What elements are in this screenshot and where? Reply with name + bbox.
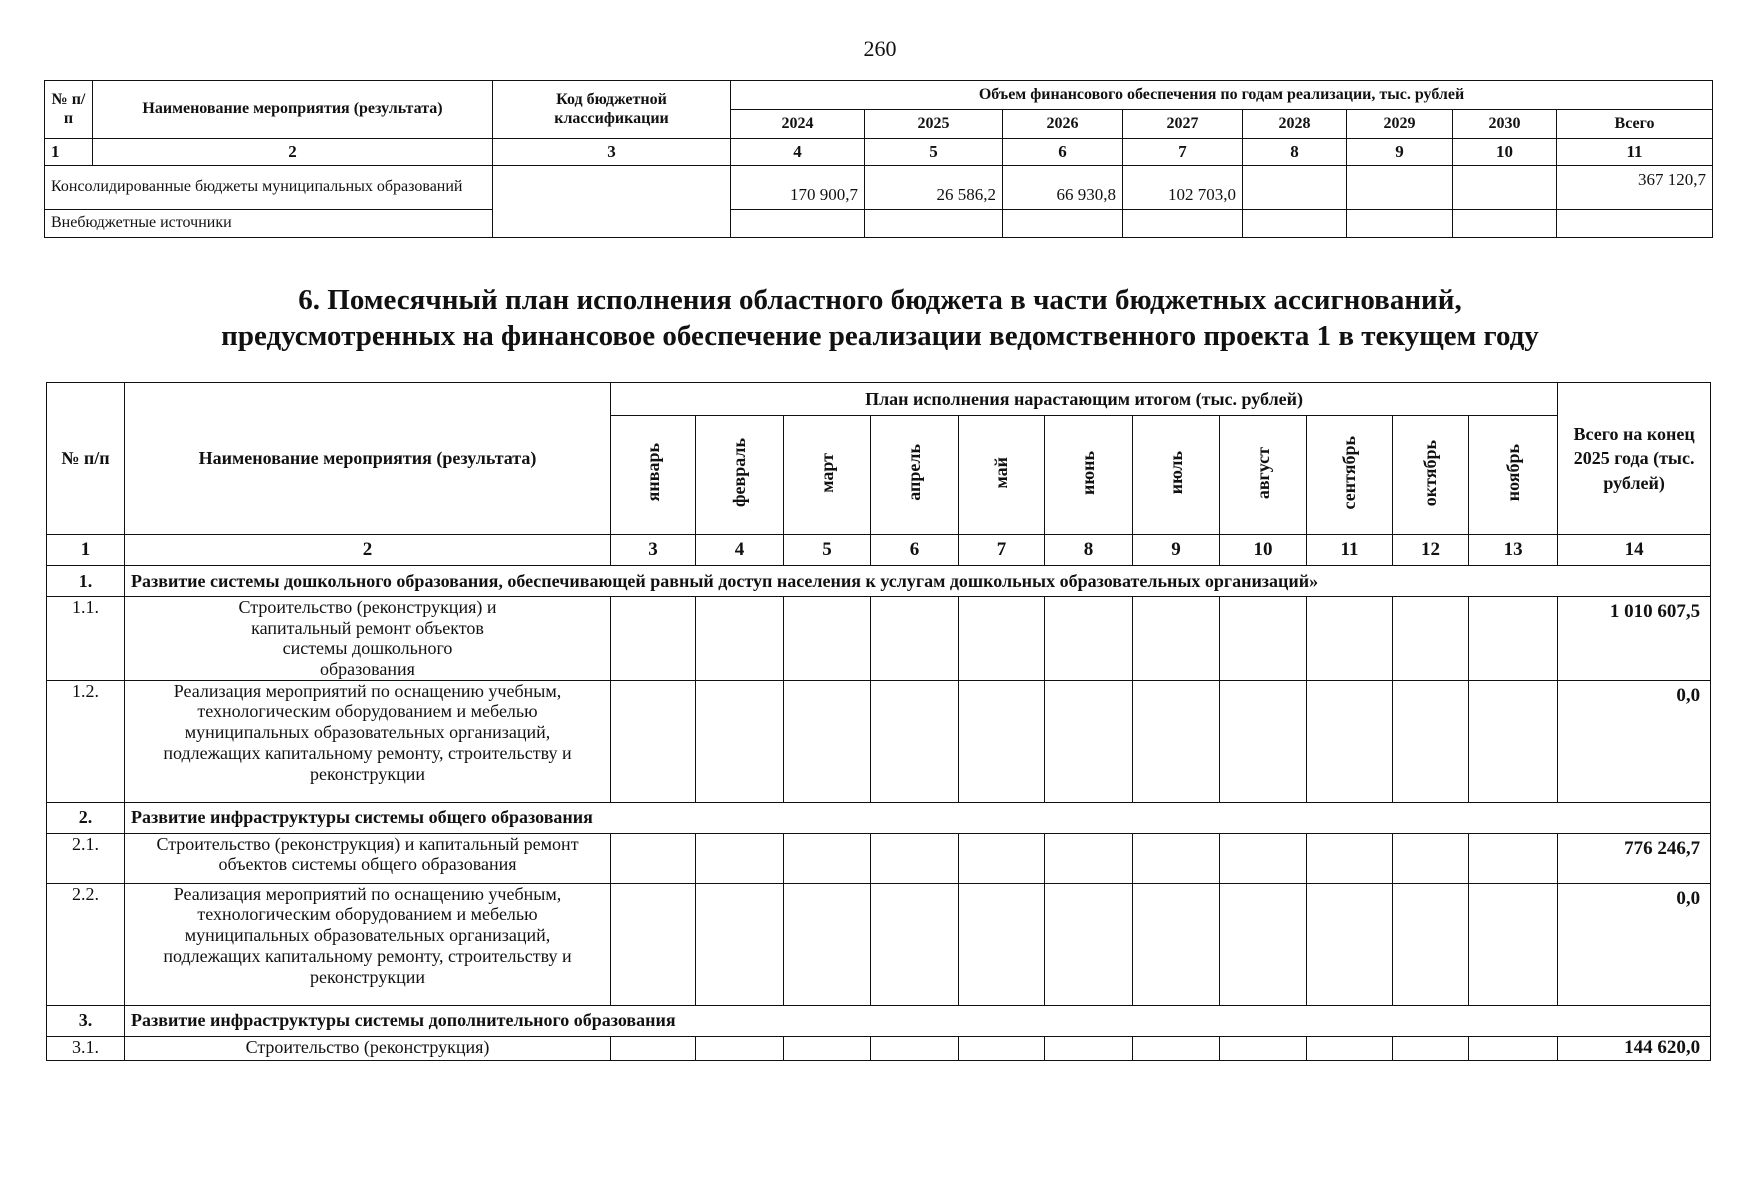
month-label: июль [1165, 451, 1186, 495]
month-header-january [611, 416, 696, 535]
month-cell [1393, 680, 1469, 802]
section-number: 2. [47, 802, 125, 833]
column-number: 3 [493, 139, 731, 166]
item-total: 144 620,0 [1558, 1036, 1711, 1060]
month-cell [1469, 680, 1558, 802]
month-cell [1307, 1036, 1393, 1060]
value-cell [731, 210, 865, 238]
page-number: 260 [863, 36, 897, 61]
column-number: 12 [1393, 535, 1469, 566]
column-number: 7 [1123, 139, 1243, 166]
month-header-july [1133, 416, 1220, 535]
section-row [47, 566, 1711, 597]
col-header-year: 2030 [1453, 110, 1557, 139]
item-name: Строительство (реконструкция) и капитальный ремонт объектов системы дошкольного образования [125, 597, 611, 681]
col-header-year: 2027 [1123, 110, 1243, 139]
budget-code-cell [493, 166, 731, 238]
col-header-plan: План исполнения нарастающим итогом (тыс. рублей) [611, 383, 1558, 416]
month-cell [959, 833, 1045, 883]
col-header-total: Всего на конец 2025 года (тыс. рублей) [1558, 383, 1711, 535]
table-row [47, 833, 1711, 883]
value-cell: 170 900,7 [731, 166, 865, 210]
month-cell [696, 680, 784, 802]
month-cell [1220, 1036, 1307, 1060]
month-header-october [1393, 416, 1469, 535]
value-cell [1243, 210, 1347, 238]
month-header-march [784, 416, 871, 535]
value-cell: 66 930,8 [1003, 166, 1123, 210]
item-total: 0,0 [1558, 680, 1711, 802]
column-number: 1 [47, 535, 125, 566]
col-header-name: Наименование мероприятия (результата) [125, 383, 611, 535]
value-cell [865, 210, 1003, 238]
table-row [47, 680, 1711, 802]
month-cell [1307, 680, 1393, 802]
col-header-year: 2026 [1003, 110, 1123, 139]
column-number: 6 [871, 535, 959, 566]
item-number: 3.1. [47, 1036, 125, 1060]
month-cell [611, 883, 696, 1005]
month-cell [871, 680, 959, 802]
month-cell [611, 597, 696, 681]
section-name: Развитие инфраструктуры системы дополнительного образования [125, 1005, 1711, 1036]
total-cell [1557, 210, 1713, 238]
month-cell [1393, 1036, 1469, 1060]
month-label: март [816, 452, 837, 493]
month-cell [871, 833, 959, 883]
month-cell [611, 680, 696, 802]
month-cell [1307, 833, 1393, 883]
month-cell [1133, 597, 1220, 681]
month-cell [1220, 883, 1307, 1005]
column-number: 14 [1558, 535, 1711, 566]
item-name: Реализация мероприятий по оснащению учебным, технологическим оборудованием и мебелью муниципальных образовательных организаций, подлежащих капитальному ремонту, строительству и реконструкции [125, 680, 611, 802]
month-cell [1393, 883, 1469, 1005]
month-cell [1045, 680, 1133, 802]
section-title [0, 282, 1760, 354]
month-cell [784, 1036, 871, 1060]
month-cell [871, 597, 959, 681]
month-header-august [1220, 416, 1307, 535]
funding-table [44, 80, 1713, 238]
month-cell [1469, 597, 1558, 681]
month-cell [1469, 833, 1558, 883]
month-cell [1393, 597, 1469, 681]
month-cell [959, 597, 1045, 681]
month-cell [959, 680, 1045, 802]
month-cell [1307, 883, 1393, 1005]
month-cell [1045, 883, 1133, 1005]
month-cell [1220, 597, 1307, 681]
col-header-year: 2029 [1347, 110, 1453, 139]
value-cell [1453, 210, 1557, 238]
column-number: 8 [1045, 535, 1133, 566]
column-number: 1 [45, 139, 93, 166]
column-number: 10 [1453, 139, 1557, 166]
month-cell [1133, 833, 1220, 883]
month-label: июнь [1078, 450, 1099, 495]
column-number: 8 [1243, 139, 1347, 166]
column-number: 9 [1347, 139, 1453, 166]
value-cell: 102 703,0 [1123, 166, 1243, 210]
total-cell: 367 120,7 [1557, 166, 1713, 210]
month-header-april [871, 416, 959, 535]
section-number: 3. [47, 1005, 125, 1036]
item-total: 776 246,7 [1558, 833, 1711, 883]
month-cell [1133, 883, 1220, 1005]
table-row [45, 166, 1713, 210]
item-name: Реализация мероприятий по оснащению учебным, технологическим оборудованием и мебелью муниципальных образовательных организаций, подлежащих капитальному ремонту, строительству и реконструкции [125, 883, 611, 1005]
month-cell [784, 597, 871, 681]
month-label: октябрь [1420, 439, 1441, 506]
month-header-may [959, 416, 1045, 535]
column-number: 5 [865, 139, 1003, 166]
month-cell [1307, 597, 1393, 681]
month-cell [1133, 680, 1220, 802]
section-row [47, 1005, 1711, 1036]
month-header-september [1307, 416, 1393, 535]
month-cell [959, 1036, 1045, 1060]
month-cell [696, 833, 784, 883]
column-number: 2 [125, 535, 611, 566]
value-cell [1347, 166, 1453, 210]
month-header-june [1045, 416, 1133, 535]
col-header-num: № п/п [47, 383, 125, 535]
value-cell [1453, 166, 1557, 210]
month-cell [1045, 1036, 1133, 1060]
column-number: 5 [784, 535, 871, 566]
column-number: 10 [1220, 535, 1307, 566]
value-cell [1123, 210, 1243, 238]
month-cell [696, 883, 784, 1005]
row-name: Консолидированные бюджеты муниципальных образований [45, 166, 493, 210]
month-cell [611, 833, 696, 883]
column-number-row [45, 139, 1713, 166]
column-number: 13 [1469, 535, 1558, 566]
column-number: 4 [731, 139, 865, 166]
col-header-volume: Объем финансового обеспечения по годам реализации, тыс. рублей [731, 81, 1713, 110]
item-number: 1.1. [47, 597, 125, 681]
month-cell [1393, 833, 1469, 883]
month-cell [1469, 883, 1558, 1005]
section-row [47, 802, 1711, 833]
month-cell [1133, 1036, 1220, 1060]
column-number-row [47, 535, 1711, 566]
col-header-year: 2024 [731, 110, 865, 139]
item-number: 2.1. [47, 833, 125, 883]
month-label: август [1252, 446, 1273, 499]
value-cell: 26 586,2 [865, 166, 1003, 210]
item-total: 0,0 [1558, 883, 1711, 1005]
section-title-line: 6. Помесячный план исполнения областного бюджета в части бюджетных ассигнований, [298, 284, 1462, 316]
value-cell [1243, 166, 1347, 210]
item-name: Строительство (реконструкция) [125, 1036, 611, 1060]
month-cell [1045, 597, 1133, 681]
month-cell [1220, 833, 1307, 883]
month-label: май [991, 456, 1012, 489]
month-label: сентябрь [1339, 435, 1360, 510]
item-name: Строительство (реконструкция) и капитальный ремонт объектов системы общего образования [125, 833, 611, 883]
month-label: апрель [904, 444, 925, 502]
row-name: Внебюджетные источники [45, 210, 493, 238]
section-title-line: предусмотренных на финансовое обеспечение реализации ведомственного проекта 1 в текущем году [221, 320, 1539, 352]
table-row [47, 597, 1711, 681]
month-label: февраль [729, 438, 750, 508]
section-name: Развитие инфраструктуры системы общего образования [125, 802, 1711, 833]
item-number: 1.2. [47, 680, 125, 802]
month-cell [1045, 833, 1133, 883]
month-cell [696, 597, 784, 681]
month-header-february [696, 416, 784, 535]
column-number: 6 [1003, 139, 1123, 166]
column-number: 2 [93, 139, 493, 166]
column-number: 4 [696, 535, 784, 566]
month-label: январь [642, 443, 663, 502]
col-header-name: Наименование мероприятия (результата) [93, 81, 493, 139]
section-name: Развитие системы дошкольного образования, обеспечивающей равный доступ населения к услугам дошкольных образовательных организаций» [125, 566, 1711, 597]
table-row [45, 210, 1713, 238]
item-total: 1 010 607,5 [1558, 597, 1711, 681]
month-cell [1220, 680, 1307, 802]
month-cell [784, 883, 871, 1005]
column-number: 11 [1557, 139, 1713, 166]
month-cell [871, 1036, 959, 1060]
column-number: 3 [611, 535, 696, 566]
column-number: 11 [1307, 535, 1393, 566]
col-header-code: Код бюджетной классификации [493, 81, 731, 139]
monthly-plan-table [46, 382, 1711, 1061]
month-cell [784, 833, 871, 883]
month-cell [784, 680, 871, 802]
col-header-year: 2028 [1243, 110, 1347, 139]
table-row [47, 1036, 1711, 1060]
month-header-november [1469, 416, 1558, 535]
item-number: 2.2. [47, 883, 125, 1005]
month-cell [871, 883, 959, 1005]
section-number: 1. [47, 566, 125, 597]
value-cell [1003, 210, 1123, 238]
col-header-num: № п/п [45, 81, 93, 139]
month-cell [959, 883, 1045, 1005]
col-header-year: 2025 [865, 110, 1003, 139]
month-cell [1469, 1036, 1558, 1060]
table-row [47, 883, 1711, 1005]
column-number: 7 [959, 535, 1045, 566]
col-header-total: Всего [1557, 110, 1713, 139]
value-cell [1347, 210, 1453, 238]
month-cell [611, 1036, 696, 1060]
month-cell [696, 1036, 784, 1060]
month-label: ноябрь [1502, 444, 1523, 502]
column-number: 9 [1133, 535, 1220, 566]
